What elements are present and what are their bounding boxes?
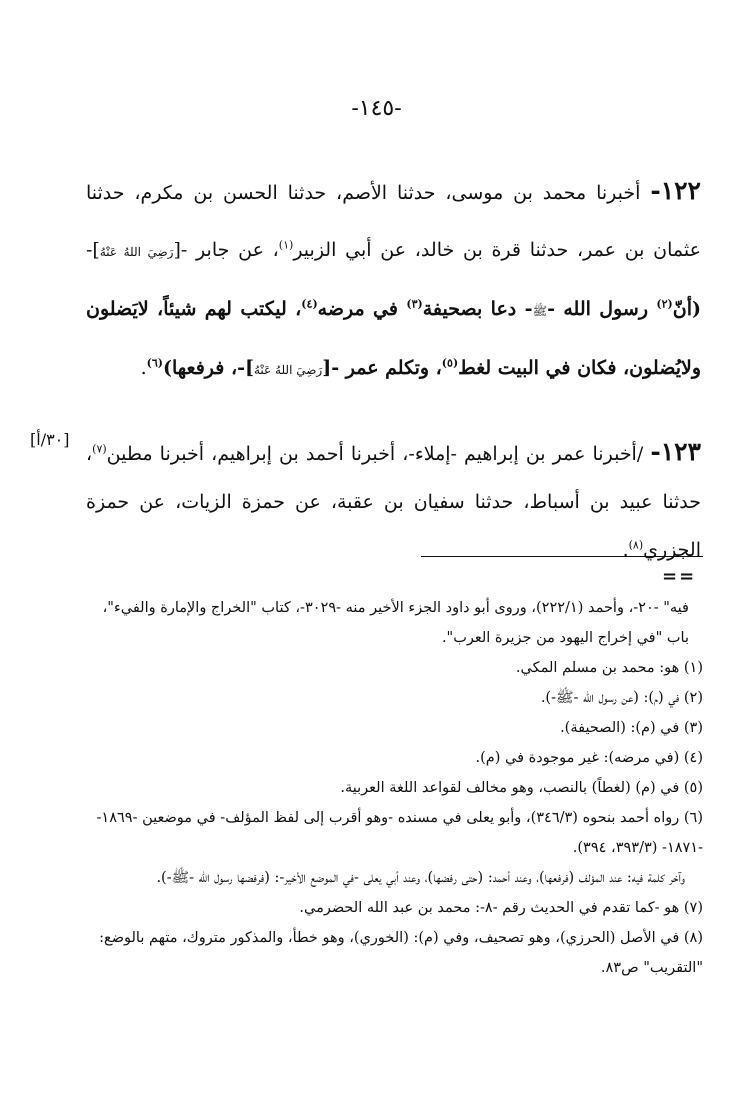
footnote-7: (٧) هو -كما تقدم في الحديث رقم -٨-: محمد بن عبد الله الحضرمي. <box>299 900 703 916</box>
footnote-1: (١) هو: محمد بن مسلم المكي. <box>515 660 703 676</box>
footnote-divider <box>421 556 703 557</box>
hadith-number: ١٢٢- <box>650 176 701 205</box>
footnote-6-continued: وآخر كلمة فيه: عند المؤلف (فرفعها)، وعند أحمد: (حتى رفضها)، وعند أبي يعلى -في الموضع الأخير-: (فرفضها رسول الله -ﷺ-). <box>156 870 685 886</box>
manuscript-folio-ref: [٣٠/أ] <box>30 430 70 449</box>
footnote-continuation: فيه" -٢٠-، وأحمد (٢٢٢/١)، وروى أبو داود الجزء الأخير منه -٣٠٢٩-، كتاب "الخراج والإمارة والفيء"، باب "في إخراج اليهود من جزيرة العرب". <box>102 600 689 646</box>
footnotes <box>88 593 703 983</box>
footnote-ref: (٤) <box>301 297 318 311</box>
honorific-glyph: رَضِيَ اللهُ عَنْهُ <box>99 245 174 259</box>
continuation-mark: == <box>662 566 697 587</box>
footnote-5: (٥) في (م) (لغطاً) بالنصب، وهو مخالف لقواعد اللغة العربية. <box>340 780 703 796</box>
hadith-number: ١٢٣- <box>650 437 701 466</box>
hadith-123-text: ١٢٣- /أخبرنا عمر بن إبراهيم -إملاء-، أخبرنا أحمد بن إبراهيم، أخبرنا مطين$^{(٧)}$، حدثنا عبيد بن أسباط، حدثنا سفيان بن عقبة، عن حمزة الزيات، عن حمزة الجزري$^{(٨)}$. <box>86 437 701 561</box>
hadith-122-text: ١٢٢- أخبرنا محمد بن موسى، حدثنا الأصم، حدثنا الحسن بن مكرم، حدثنا عثمان بن عمر، حدثنا قرة بن خالد، عن أبي الزبير$^{(١)}$، عن جابر -[رَضِيَ اللهُ عَنْهُ]- (أنّ$^{(٢)}$ رسول الله -ﷺ- دعا بصحيفة$^{(٣)}$ في مرضه$^{(٤)}$، ليكتب لهم شيئاً، لايَضلون ولايُضلون، فكان في البيت لغط$^{(٥)}$، وتكلم عمر -[رَضِيَ اللهُ عَنْهُ]-، فرفعها)$^{(٦)}$. <box>86 176 701 379</box>
page-number: -١٤٥- <box>351 96 402 121</box>
hadith-122 <box>86 162 701 399</box>
footnote-ref: (٥) <box>441 356 459 370</box>
footnote-4: (٤) (في مرضه): غير موجودة في (م). <box>475 750 703 766</box>
hadith-123 <box>86 428 701 574</box>
footnote-ref: (٦) <box>146 356 164 370</box>
footnote-ref: (٨) <box>628 538 644 552</box>
footnote-2: (٢) في (م): (عن رسول الله -ﷺ-). <box>540 690 703 706</box>
matn-text: (أنّ$^{(٢)}$ رسول الله -ﷺ- دعا بصحيفة$^{(٣)}$ في مرضه$^{(٤)}$، ليكتب لهم شيئاً، لايَضلون ولايُضلون، فكان في البيت لغط$^{(٥)}$، وتكلم عمر -[رَضِيَ اللهُ عَنْهُ]-، فرفعها)$^{(٦)}$ <box>86 297 701 379</box>
footnote-ref: (١) <box>278 238 294 252</box>
footnote-6: (٦) رواه أحمد بنحوه (٣٤٦/٣)، وأبو يعلى في مسنده -وهو أقرب إلى لفظ المؤلف- في موضعين -١٨٦٩- -١٨٧١- (٣٩٣/٣، ٣٩٤). <box>96 810 703 856</box>
footnote-ref: (٧) <box>92 442 107 456</box>
footnote-ref: (٢) <box>656 297 673 311</box>
footnote-8: (٨) في الأصل (الحرزي)، وهو تصحيف، وفي (م): (الخوري)، وهو خطأ، والمذكور متروك، متهم بالوضع: "التقريب" ص٨٣. <box>99 930 703 976</box>
salutation-glyph: ﷺ <box>532 304 548 318</box>
footnote-ref: (٣) <box>406 297 423 311</box>
footnote-3: (٣) في (م): (الصحيفة). <box>560 720 703 736</box>
honorific-glyph: رَضِيَ اللهُ عَنْهُ <box>254 363 323 377</box>
